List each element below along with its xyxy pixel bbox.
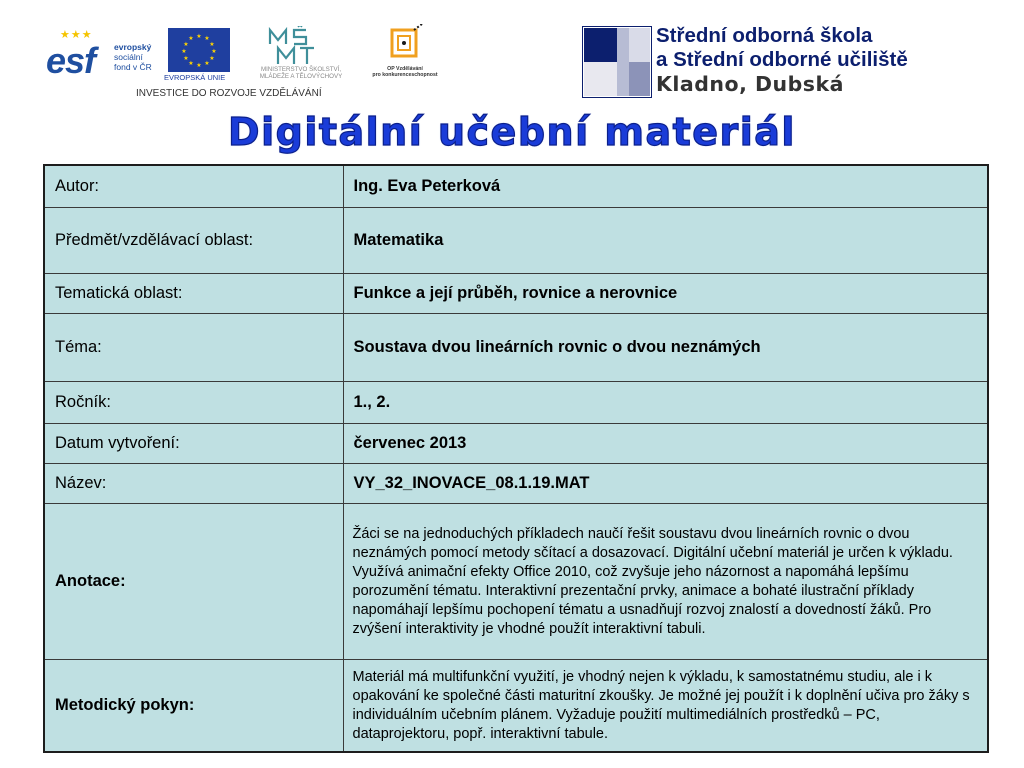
- table-row-date: [44, 423, 988, 463]
- svg-text:★: ★: [204, 35, 210, 42]
- esf-logo: [46, 26, 164, 84]
- svg-text:★: ★: [188, 60, 194, 67]
- table-row-topic: [44, 313, 988, 381]
- svg-text:★: ★: [204, 60, 210, 67]
- row-value: Funkce a její průběh, rovnice a nerovnice: [343, 273, 988, 313]
- row-label: Téma:: [44, 313, 343, 381]
- op-vk-logo: [370, 22, 440, 82]
- msmt-label: [236, 66, 366, 80]
- row-value: VY_32_INOVACE_08.1.19.MAT: [343, 463, 988, 503]
- op-mark-icon: [388, 24, 424, 69]
- svg-text:★: ★: [209, 55, 215, 62]
- msmt-label-line-1: MINISTERSTVO ŠKOLSTVÍ,: [260, 66, 342, 73]
- table-row-author: [44, 165, 988, 207]
- row-label: Anotace:: [44, 503, 343, 659]
- row-value: Soustava dvou lineárních rovnic o dvou neznámých: [343, 313, 988, 381]
- row-label: Metodický pokyn:: [44, 659, 343, 752]
- eu-flag-icon: [168, 28, 230, 72]
- school-name-line-2: a Střední odborné učiliště: [656, 48, 908, 71]
- op-label-line-2: pro konkurenceschopnost: [372, 72, 438, 78]
- op-label: [370, 66, 440, 78]
- school-squares-icon: [582, 26, 652, 98]
- esf-logo-text: [114, 42, 152, 72]
- material-info-table: [43, 164, 989, 753]
- svg-text:★: ★: [209, 41, 215, 48]
- svg-text:★: ★: [188, 35, 194, 42]
- page-title: Digitální učební materiál: [228, 110, 796, 154]
- msmt-mark-icon: [266, 26, 336, 71]
- msmt-label-line-2: MLÁDEŽE A TĚLOVÝCHOVY: [259, 73, 343, 80]
- svg-text:★: ★: [211, 48, 217, 55]
- school-name-line-1: Střední odborná škola: [656, 24, 873, 47]
- row-value: Žáci se na jednoduchých příkladech naučí řešit soustavu dvou lineárních rovnic o dvou neznámých pomocí metody sčítací a dosazovací. Digitální učební materiál je určen k výkladu. Využívá animační efekty Office 2010, což zvyšuje jeho názornost a napomáhá lepšímu porozumění tématu. Interaktivní prezentační prvky, animace a bohaté ilustrační příklady napomáhají lepšímu pochopení tématu a usnadňují rozvoj znalostí a dovedností žáků. Pro zvýšení interaktivity je vhodné použít interaktivní tabuli.: [343, 503, 988, 659]
- row-label: Předmět/vzdělávací oblast:: [44, 207, 343, 273]
- svg-text:★: ★: [183, 55, 189, 62]
- school-name-line-3: Kladno, Dubská: [656, 72, 844, 96]
- esf-line-1: evropský: [114, 42, 152, 52]
- funding-logo-strip: [38, 18, 442, 102]
- row-label: Název:: [44, 463, 343, 503]
- esf-line-3: fond v ČR: [114, 62, 152, 72]
- investment-slogan: INVESTICE DO ROZVOJE VZDĚLÁVÁNÍ: [136, 88, 322, 99]
- svg-text:★: ★: [181, 48, 187, 55]
- svg-text:★: ★: [183, 41, 189, 48]
- row-value: Materiál má multifunkční využití, je vhodný nejen k výkladu, k samostatnému studiu, ale i k opakování ke společné části maturitní zkoušky. Je možné jej použít i k doplnění učiva pro žáky s individuálním učebním plánem. Vyžaduje použití multimediálních prostředků – PC, dataprojektoru, popř. interaktivní tabule.: [343, 659, 988, 752]
- row-label: Ročník:: [44, 381, 343, 423]
- row-label: Autor:: [44, 165, 343, 207]
- svg-text:★: ★: [196, 62, 202, 69]
- esf-line-2: sociální: [114, 52, 143, 62]
- table-row-annotation: [44, 503, 988, 659]
- row-label: Tematická oblast:: [44, 273, 343, 313]
- table-row-methodical-note: [44, 659, 988, 752]
- row-value: Ing. Eva Peterková: [343, 165, 988, 207]
- op-label-line-1: OP Vzdělávání: [387, 66, 423, 72]
- table-row-subject: [44, 207, 988, 273]
- row-value: Matematika: [343, 207, 988, 273]
- table-row-name: [44, 463, 988, 503]
- esf-stars-icon: ★★★: [60, 29, 93, 41]
- row-value: červenec 2013: [343, 423, 988, 463]
- row-value: 1., 2.: [343, 381, 988, 423]
- table-row-grade: [44, 381, 988, 423]
- table-row-thematic-area: [44, 273, 988, 313]
- eu-label: EVROPSKÁ UNIE: [164, 73, 226, 82]
- msmt-logo: [236, 22, 366, 82]
- school-name: [656, 24, 908, 96]
- svg-text:★: ★: [196, 33, 202, 40]
- esf-logo-word: esf: [46, 40, 96, 81]
- school-logo: [582, 26, 942, 100]
- row-label: Datum vytvoření:: [44, 423, 343, 463]
